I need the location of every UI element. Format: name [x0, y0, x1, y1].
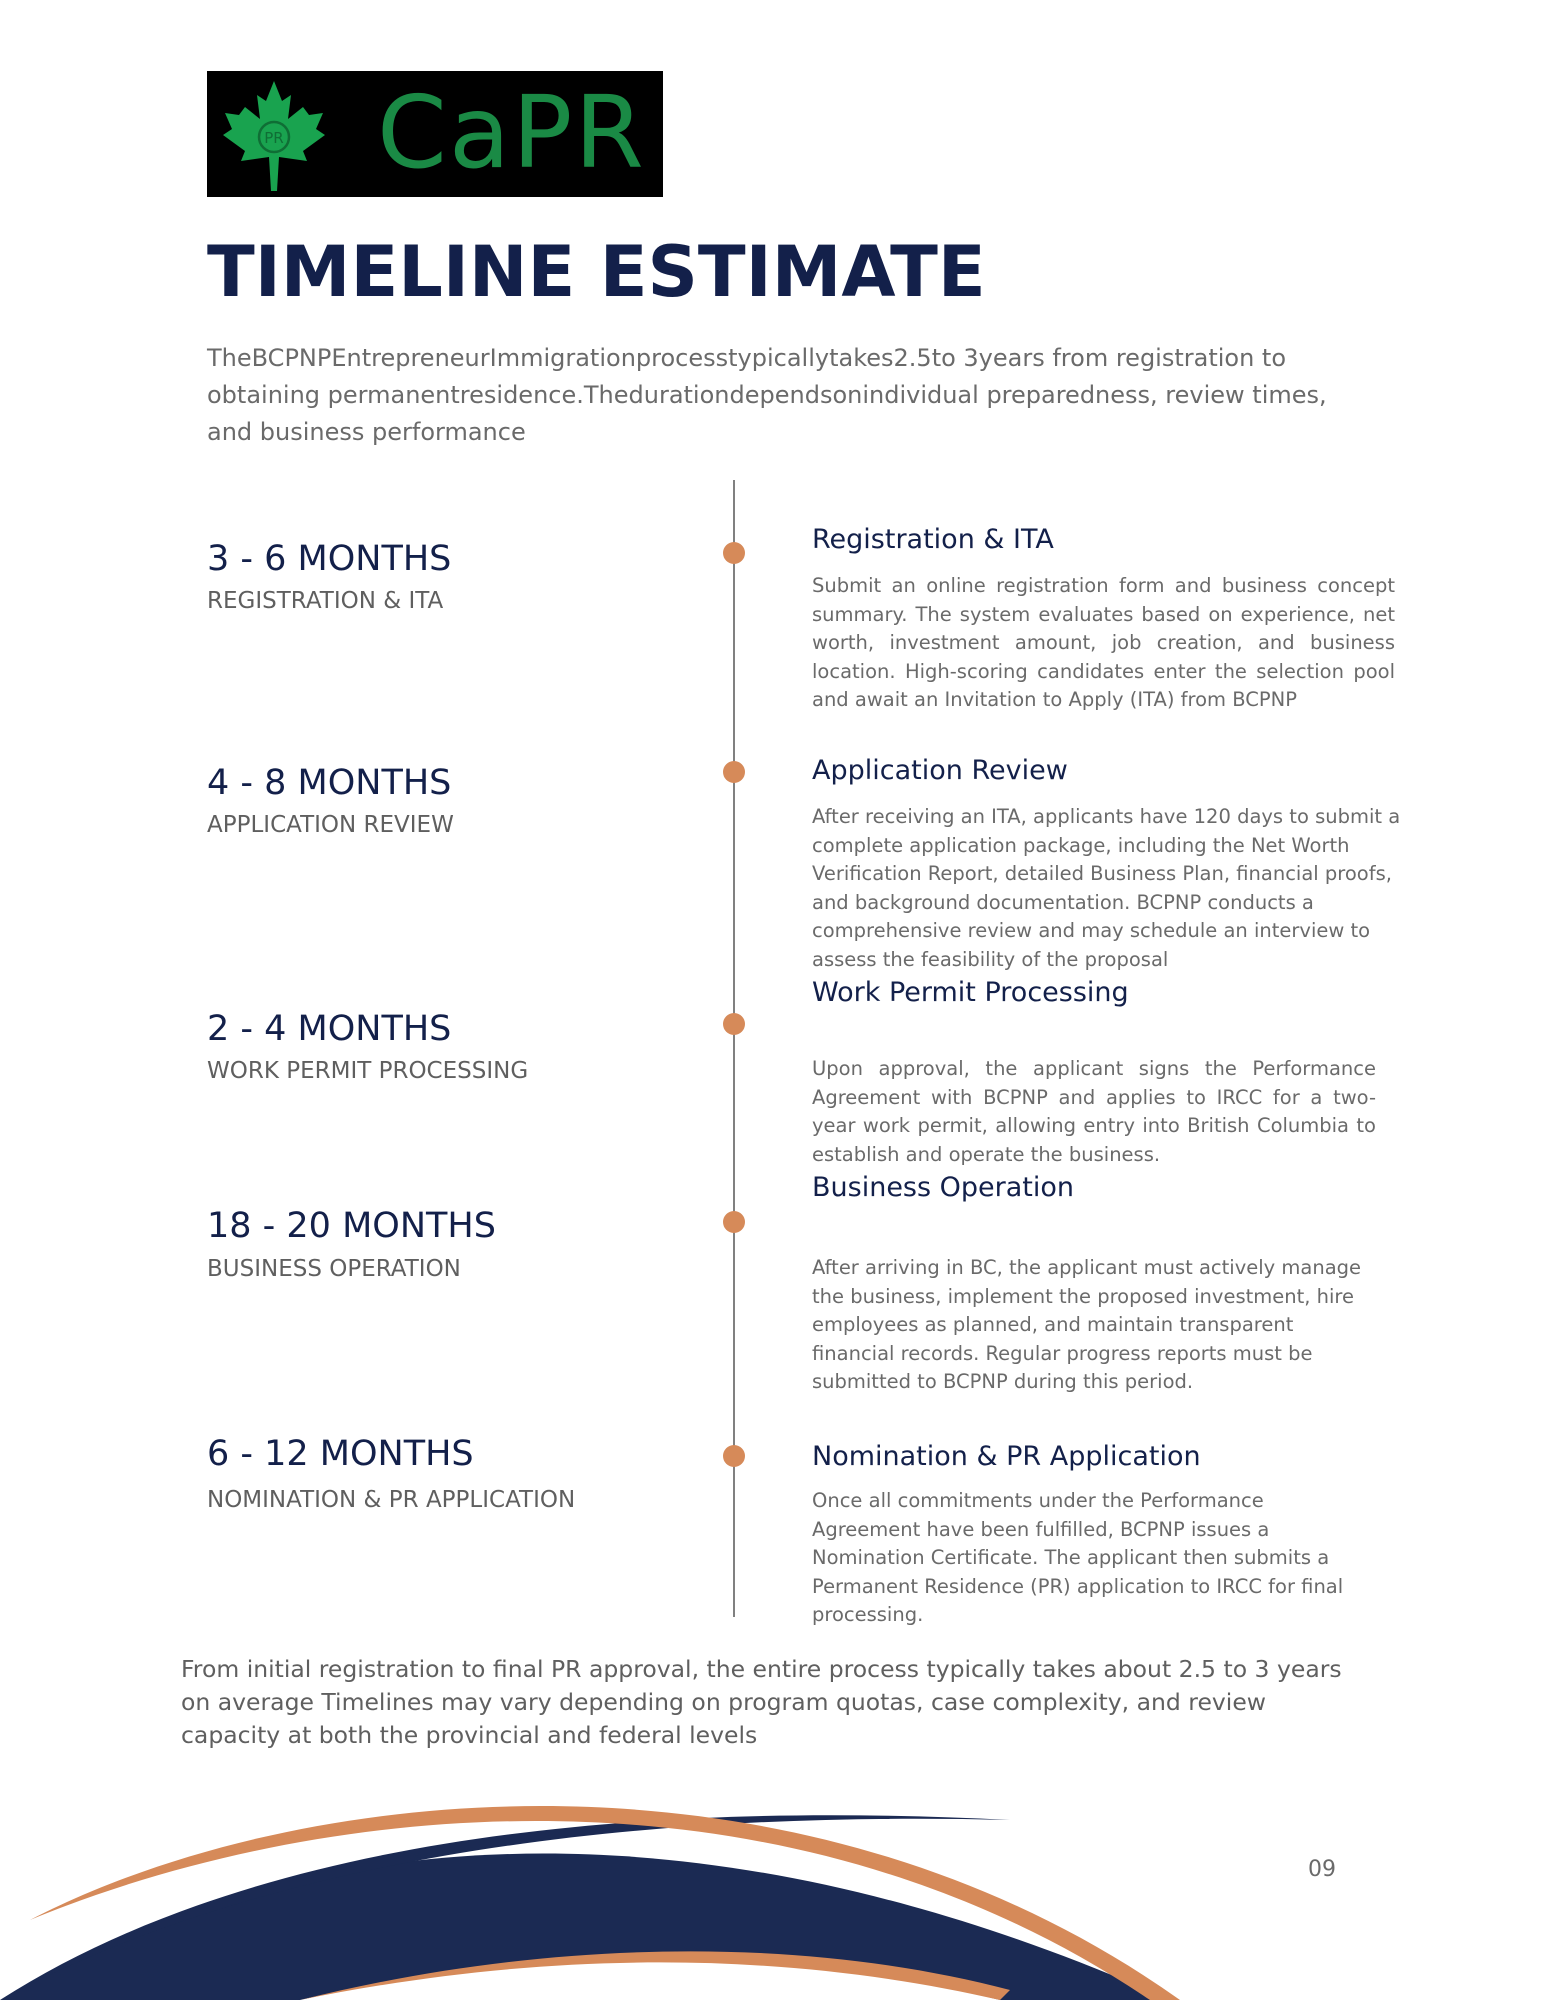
stage-label: BUSINESS OPERATION — [207, 1256, 461, 1282]
intro-paragraph: TheBCPNPEntrepreneurImmigrationprocesstypicallytakes2.5to 3years from registration to obtaining permanentresidence.Thedurationdependsonindividual preparedness, review times, and business performance — [207, 344, 1327, 446]
stage-label: REGISTRATION & ITA — [207, 588, 444, 614]
timeline-dot — [723, 1013, 745, 1035]
summary-paragraph: From initial registration to final PR approval, the entire process typically takes about 2.5 to 3 years on average Timelines may vary depending on program quotas, case complexity, and review capacity at both the provincial and federal levels — [181, 1655, 1342, 1749]
page-title: TIMELINE ESTIMATE — [207, 231, 986, 313]
timeline-dot — [723, 542, 745, 564]
step-title: Registration & ITA — [812, 524, 1054, 555]
maple-leaf-icon — [219, 79, 329, 194]
step-description: After receiving an ITA, applicants have 120 days to submit a complete application package, including the Net Worth Verification Report, detailed Business Plan, financial proofs, and background documentation. BCPNP conducts a comprehensive review and may schedule an interview to assess the feasibility of the proposal — [812, 805, 1401, 971]
timeline-dot — [723, 1211, 745, 1233]
footer-decoration — [0, 1760, 1545, 2000]
stage-label: NOMINATION & PR APPLICATION — [207, 1487, 576, 1513]
stage-label: APPLICATION REVIEW — [207, 812, 454, 838]
step-title: Application Review — [812, 755, 1068, 786]
stage-label: WORK PERMIT PROCESSING — [207, 1058, 529, 1084]
step-description: Once all commitments under the Performance Agreement have been fulfilled, BCPNP issues a Nomination Certificate. The applicant then submits a Permanent Residence (PR) application to IRCC for final processing. — [812, 1489, 1344, 1626]
capr-logo — [207, 71, 663, 197]
step-title: Business Operation — [812, 1172, 1075, 1203]
step-description: Submit an online registration form and business concept summary. The system evaluates based on experience, net worth, investment amount, job creation, and business location. High-scoring candidates enter the selection pool and await an Invitation to Apply (ITA) from BCPNP — [812, 574, 1395, 711]
step-description: After arriving in BC, the applicant must actively manage the business, implement the proposed investment, hire employees as planned, and maintain transparent financial records. Regular progress reports must be submitted to BCPNP during this period. — [812, 1256, 1362, 1393]
duration-label: 3 - 6 MONTHS — [207, 539, 452, 579]
logo-badge: PR — [264, 129, 284, 147]
timeline-dot — [723, 1445, 745, 1467]
duration-label: 4 - 8 MONTHS — [207, 763, 452, 803]
step-description: Upon approval, the applicant signs the Performance Agreement with BCPNP and applies to IRCC for a two-year work permit, allowing entry into British Columbia to establish and operate the business. — [812, 1057, 1376, 1166]
page-number: 09 — [1308, 1857, 1336, 1882]
duration-label: 2 - 4 MONTHS — [207, 1009, 452, 1049]
duration-label: 6 - 12 MONTHS — [207, 1434, 474, 1474]
step-title: Nomination & PR Application — [812, 1441, 1201, 1472]
logo-wordmark: CaPR — [377, 74, 646, 191]
timeline-dot — [723, 761, 745, 783]
step-title: Work Permit Processing — [812, 977, 1129, 1008]
duration-label: 18 - 20 MONTHS — [207, 1206, 496, 1246]
